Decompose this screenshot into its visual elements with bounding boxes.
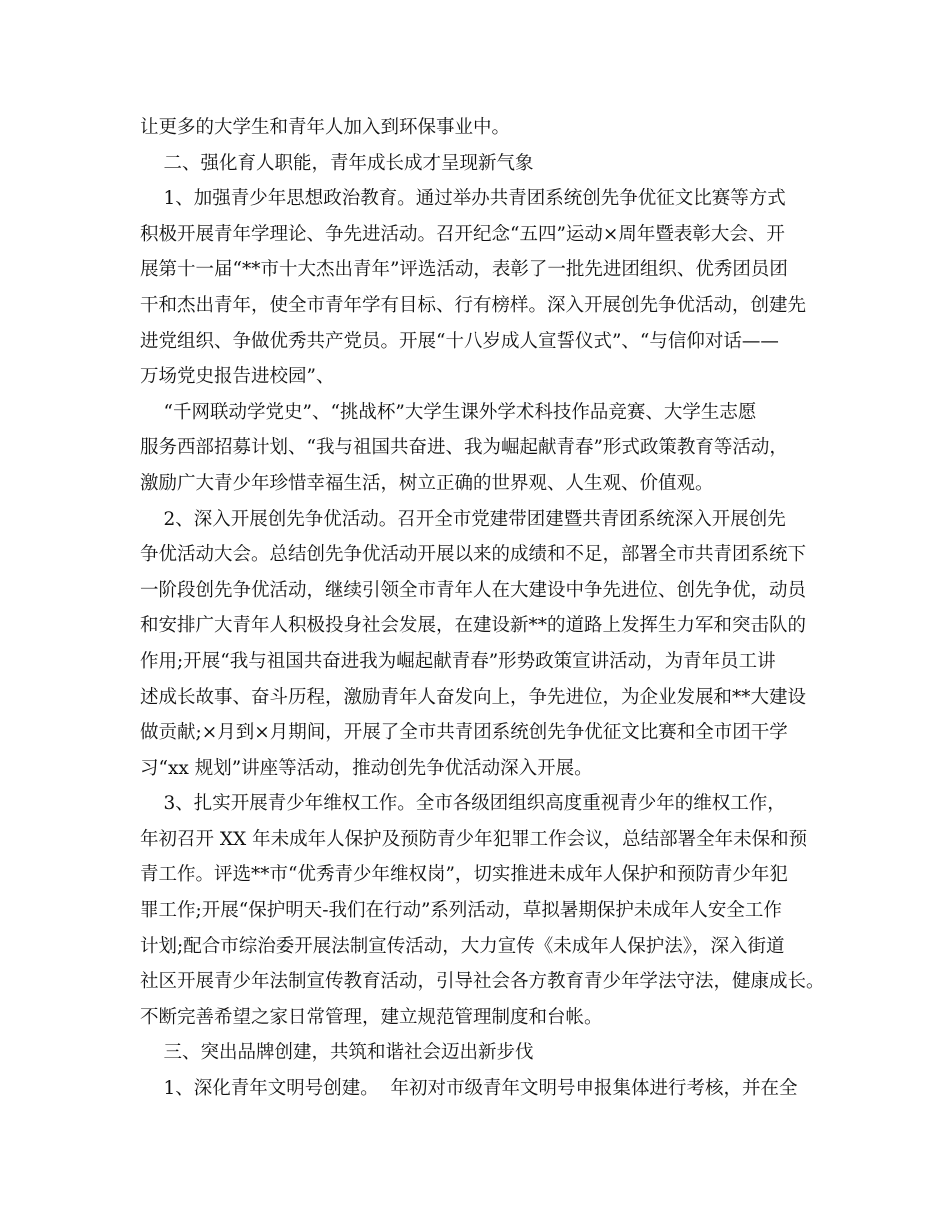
text-line: 争优活动大会。总结创先争优活动开展以来的成绩和不足，部署全市共青团系统下 xyxy=(140,544,807,566)
text-line: 社区开展青少年法制宣传教育活动，引导社会各方教育青少年学法守法，健康成长。 xyxy=(140,971,825,993)
text-line: 干和杰出青年，使全市青年学有目标、行有榜样。深入开展创先争优活动，创建先 xyxy=(140,294,807,316)
text-line: 不断完善希望之家日常管理，建立规范管理制度和台帐。 xyxy=(140,1006,603,1028)
text-line: 作用;开展“我与祖国共奋进我为崛起献青春”形势政策宣讲活动，为青年员工讲 xyxy=(140,650,776,672)
text-line: 一阶段创先争优活动，继续引领全市青年人在大建设中争先进位、创先争优，动员 xyxy=(140,579,807,601)
text-line: 服务西部招募计划、“我与祖国共奋进、我为崛起献青春”形式政策教育等活动， xyxy=(140,437,788,459)
text-line: 进党组织、争做优秀共产党员。开展“十八岁成人宣誓仪式”、“与信仰对话—— xyxy=(140,330,779,352)
text-line: 1、深化青年文明号创建。 年初对市级青年文明号申报集体进行考核，并在全 xyxy=(140,1078,798,1100)
text-line: 述成长故事、奋斗历程，激励青年人奋发向上，争先进位，为企业发展和**大建设 xyxy=(140,686,807,708)
text-line: 万场党史报告进校园”、 xyxy=(140,366,335,388)
text-line: 青工作。评选**市“优秀青少年维权岗”，切实推进未成年人保护和预防青少年犯 xyxy=(140,864,788,886)
text-line: 2、深入开展创先争优活动。召开全市党建带团建暨共青团系统深入开展创先 xyxy=(140,508,786,530)
text-line: 让更多的大学生和青年人加入到环保事业中。 xyxy=(140,117,511,138)
document-body xyxy=(140,110,825,1107)
section-heading: 二、强化育人职能，青年成长成才呈现新气象 xyxy=(140,152,534,174)
text-line: “千网联动学党史”、“挑战杯”大学生课外学术科技作品竞赛、大学生志愿 xyxy=(140,401,757,423)
text-line: 做贡献;×月到×月期间，开展了全市共青团系统创先争优征文比赛和全市团干学 xyxy=(140,722,788,744)
text-line: 和安排广大青年人积极投身社会发展，在建设新**的道路上发挥生力军和突击队的 xyxy=(140,615,807,637)
text-line: 激励广大青少年珍惜幸福生活，树立正确的世界观、人生观、价值观。 xyxy=(140,472,714,494)
text-line: 1、加强青少年思想政治教育。通过举办共青团系统创先争优征文比赛等方式 xyxy=(140,188,786,210)
text-line: 展第十一届“**市十大杰出青年”评选活动，表彰了一批先进团组织、优秀团员团 xyxy=(140,259,788,281)
text-line: 习“xx 规划”讲座等活动，推动创先争优活动深入开展。 xyxy=(140,757,593,779)
text-line: 计划;配合市综治委开展法制宣传活动，大力宣传《未成年人保护法》，深入街道 xyxy=(140,935,785,957)
text-line: 年初召开 XX 年未成年人保护及预防青少年犯罪工作会议，总结部署全年未保和预 xyxy=(140,828,808,850)
text-line: 3、扎实开展青少年维权工作。全市各级团组织高度重视青少年的维权工作， xyxy=(140,793,786,815)
section-heading: 三、突出品牌创建，共筑和谐社会迈出新步伐 xyxy=(140,1042,534,1064)
text-line: 积极开展青年学理论、争先进活动。召开纪念“五四”运动×周年暨表彰大会、开 xyxy=(140,223,785,245)
text-line: 罪工作;开展“保护明天-我们在行动”系列活动，草拟暑期保护未成年人安全工作 xyxy=(140,900,782,922)
